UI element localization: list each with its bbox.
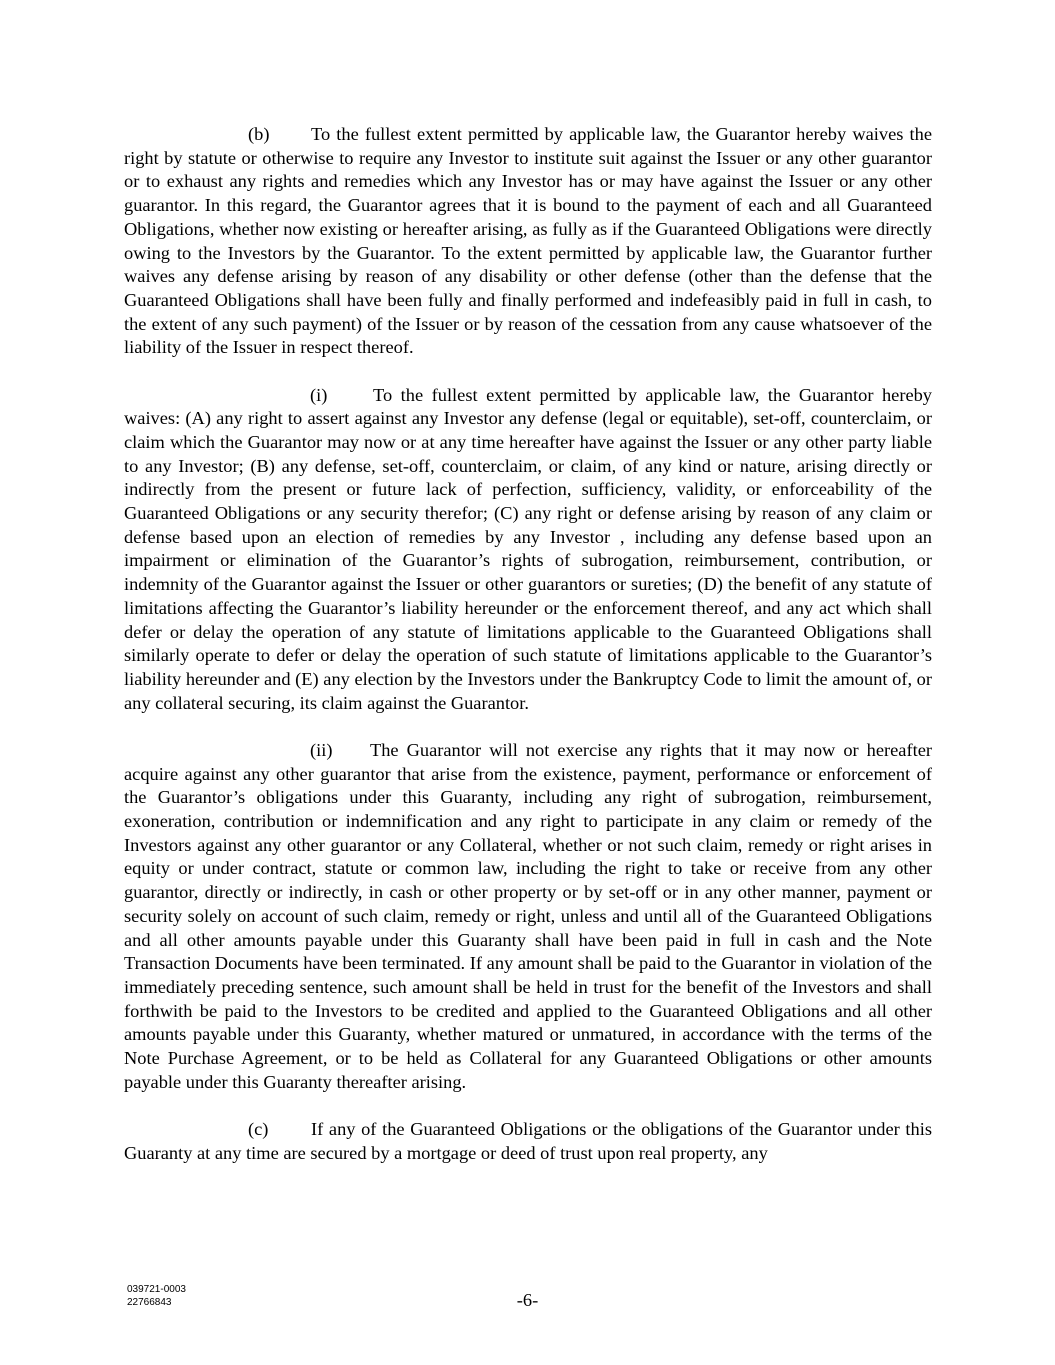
paragraph-marker-c: (c) bbox=[248, 1118, 269, 1139]
paragraph-text-c: If any of the Guaranteed Obligations or the obligations of the Guarantor under this Guaranty at any time are secured by a mortgage or deed of trust upon real property, any bbox=[124, 1118, 932, 1163]
footer-doc-id-line2: 22766843 bbox=[127, 1297, 172, 1308]
paragraph-text-i: To the fullest extent permitted by applicable law, the Guarantor hereby waives: (A) any right to assert against any Investor any defense (legal or equitable), set-off, counterclaim, or claim which the Guarantor may now or at any time hereafter have against the Issuer or any other party liable to any Investor; (B) any defense, set-off, counterclaim, or claim, of any kind or nature, arising directly or indirectly from the present or future lack of perfection, sufficiency, validity, or enforceability of the Guaranteed Obligations or any security therefor; (C) any right or defense arising by reason of any claim or defense based upon an election of remedies by any Investor , including any defense based upon an impairment or elimination of the Guarantor’s rights of subrogation, reimbursement, contribution, or indemnity of the Guarantor against the Issuer or other guarantors or sureties; (D) the benefit of any statute of limitations affecting the Guarantor’s liability hereunder or the enforcement thereof, and any act which shall defer or delay the operation of any statute of limitations applicable to the Guaranteed Obligations shall similarly operate to defer or delay the operation of such statute of limitations applicable to the Guarantor’s liability hereunder and (E) any election by the Investors under the Bankruptcy Code to limit the amount of, or any collateral securing, its claim against the Guarantor. bbox=[124, 384, 932, 713]
paragraph-marker-b: (b) bbox=[248, 124, 270, 144]
paragraph-marker-ii: (ii) bbox=[310, 739, 333, 760]
document-body bbox=[124, 123, 932, 1189]
paragraph-text-ii: The Guarantor will not exercise any rights that it may now or hereafter acquire against any other guarantor that arise from the existence, payment, performance or enforcement of the Guarantor’s obligations under this Guaranty, including any right of subrogation, reimbursement, exoneration, contribution or indemnification and any right to participate in any claim or remedy of the Investors against any other guarantor or any Collateral, whether or not such claim, remedy or right arises in equity or under contract, statute or common law, including the right to take or receive from any other guarantor, directly or indirectly, in cash or other property or by set-off or in any other manner, payment or security solely on account of such claim, remedy or right, unless and until all of the Guaranteed Obligations and all other amounts payable under this Guaranty shall have been paid in full in cash and the Note Transaction Documents have been terminated. If any amount shall be paid to the Guarantor in violation of the immediately preceding sentence, such amount shall be held in trust for the benefit of the Investors and shall forthwith be paid to the Investors to be credited and applied to the Guaranteed Obligations and all other amounts payable under this Guaranty, whether matured or unmatured, in accordance with the terms of the Note Purchase Agreement, or to be held as Collateral for any Guaranteed Obligations or other amounts payable under this Guaranty thereafter arising. bbox=[124, 739, 932, 1092]
paragraph-c bbox=[124, 1118, 932, 1165]
page-number: -6- bbox=[516, 1290, 539, 1310]
paragraph-i bbox=[124, 384, 932, 716]
paragraph-b bbox=[124, 123, 932, 360]
paragraph-ii bbox=[124, 739, 932, 1095]
paragraph-marker-i: (i) bbox=[310, 384, 328, 405]
paragraph-text-b: To the fullest extent permitted by applicable law, the Guarantor hereby waives the right by statute or otherwise to require any Investor to institute suit against the Issuer or any other guarantor or to exhaust any rights and remedies which any Investor has or may have against the Issuer or any other guarantor. In this regard, the Guarantor agrees that it is bound to the payment of each and all Guaranteed Obligations, whether now existing or hereafter arising, as fully as if the Guaranteed Obligations were directly owing to the Investors by the Guarantor. To the extent permitted by applicable law, the Guarantor further waives any defense arising by reason of any disability or other defense (other than the defense that the Guaranteed Obligations shall have been fully and finally performed and indefeasibly paid in full in cash, to the extent of any such payment) of the Issuer or by reason of the cessation from any cause whatsoever of the liability of the Issuer in respect thereof. bbox=[124, 124, 932, 358]
footer-doc-id-line1: 039721-0003 bbox=[127, 1284, 186, 1295]
